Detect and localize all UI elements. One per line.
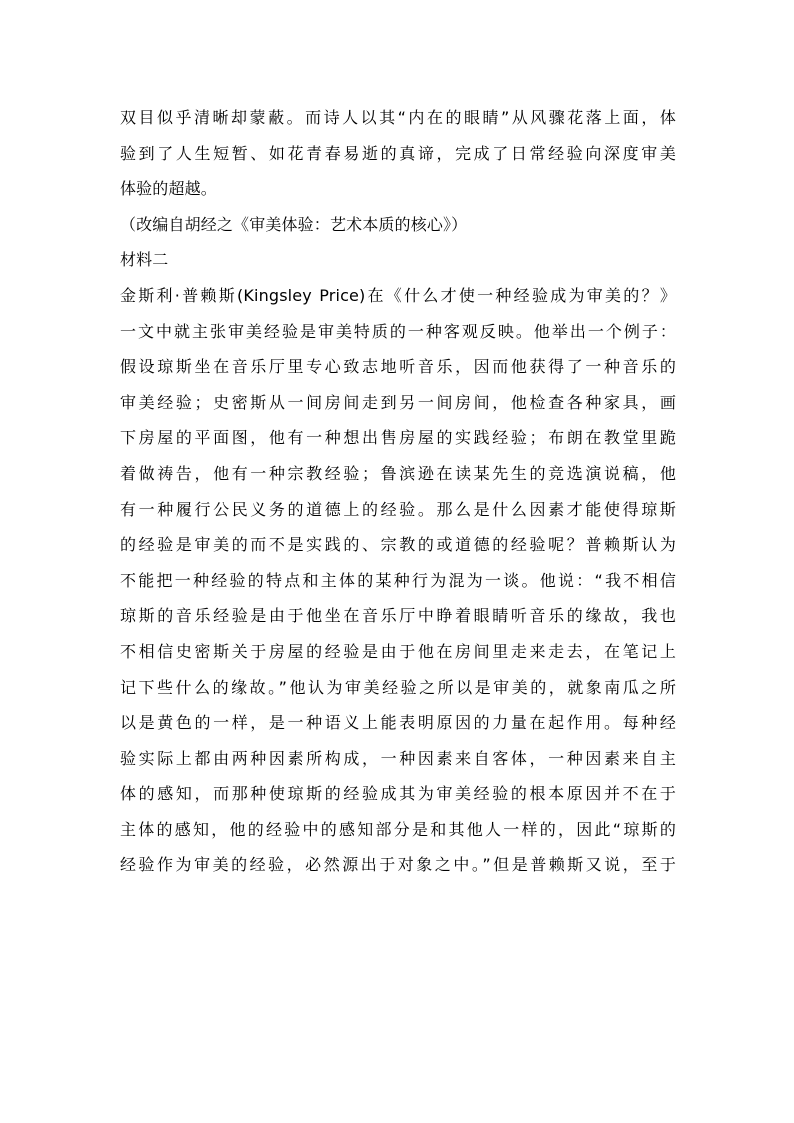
text-line: 经验作为审美的经验，必然源出于对象之中。”但是普赖斯又说，至于: [120, 855, 676, 875]
text-line: 一文中就主张审美经验是审美特质的一种客观反映。他举出一个例子：: [120, 321, 676, 341]
text-line: 体的感知，而那种使琼斯的经验成其为审美经验的根本原因并不在于: [120, 784, 676, 804]
source-citation: （改编自胡经之《审美体验：艺术本质的核心》）: [120, 214, 468, 234]
text-line: 主体的感知，他的经验中的感知部分是和其他人一样的，因此“琼斯的: [120, 819, 676, 839]
text-line: 着做祷告，他有一种宗教经验；鲁滨逊在读某先生的竞选演说稿，他: [120, 463, 676, 483]
text-line: 假设琼斯坐在音乐厅里专心致志地听音乐，因而他获得了一种音乐的: [120, 357, 676, 377]
text-line: 不相信史密斯关于房屋的经验是由于他在房间里走来走去，在笔记上: [120, 641, 676, 661]
text-line: 验到了人生短暂、如花青春易逝的真谛，完成了日常经验向深度审美: [120, 143, 676, 163]
section-heading: 材料二: [120, 250, 169, 270]
text-line: 的经验是审美的而不是实践的、宗教的或道德的经验呢？普赖斯认为: [120, 535, 676, 555]
text-line: 不能把一种经验的特点和主体的某种行为混为一谈。他说：“我不相信: [120, 570, 676, 590]
text-line: 体验的超越。: [120, 179, 217, 199]
text-line: 下房屋的平面图，他有一种想出售房屋的实践经验；布朗在教堂里跪: [120, 428, 676, 448]
text-line: 以是黄色的一样，是一种语义上能表明原因的力量在起作用。每种经: [120, 713, 676, 733]
text-line: 记下些什么的缘故。”他认为审美经验之所以是审美的，就象南瓜之所: [120, 677, 676, 697]
text-line: 琼斯的音乐经验是由于他坐在音乐厅中睁着眼睛听音乐的缘故，我也: [120, 606, 676, 626]
text-line: 金斯利·普赖斯(Kingsley Price)在《什么才使一种经验成为审美的？》: [120, 285, 676, 305]
body-text: [120, 100, 676, 883]
text-line: 双目似乎清晰却蒙蔽。而诗人以其“内在的眼睛”从风骤花落上面，体: [120, 108, 676, 127]
text-line: 有一种履行公民义务的道德上的经验。那么是什么因素才能使得琼斯: [120, 499, 676, 519]
text-line: 审美经验；史密斯从一间房间走到另一间房间，他检查各种家具，画: [120, 392, 676, 412]
text-line: 验实际上都由两种因素所构成，一种因素来自客体，一种因素来自主: [120, 748, 676, 768]
